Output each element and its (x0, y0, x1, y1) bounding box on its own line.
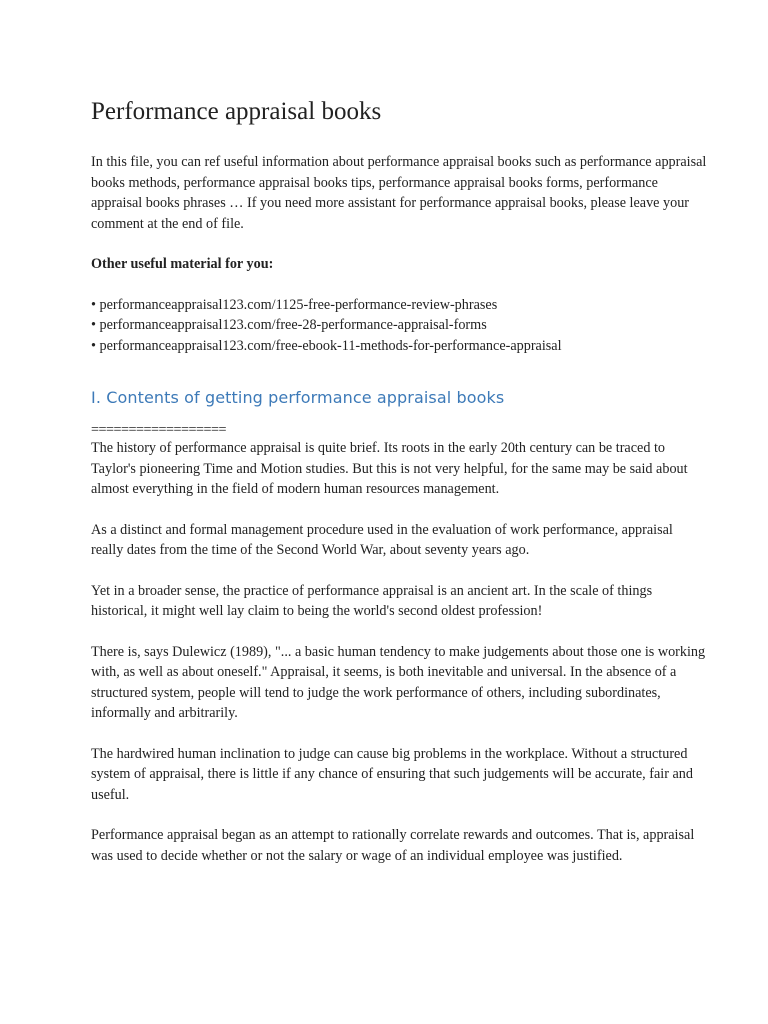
material-link[interactable]: • performanceappraisal123.com/1125-free-performance-review-phrases (91, 295, 708, 316)
section-heading: I. Contents of getting performance appraisal books (91, 388, 505, 407)
body-paragraph: The history of performance appraisal is quite brief. Its roots in the early 20th century can be traced to Taylor's pioneering Time and Motion studies. But this is not very helpful, for the same may be said about almost everything in the field of modern human resources management. (91, 440, 688, 497)
intro-paragraph: In this file, you can ref useful information about performance appraisal books such as performance appraisal books methods, performance appraisal books tips, performance appraisal books forms, performance appraisal books phrases … If you need more assistant for performance appraisal books, please leave your comment at the end of file. (91, 154, 707, 232)
material-link[interactable]: • performanceappraisal123.com/free-ebook-11-methods-for-performance-appraisal (91, 336, 708, 357)
body-paragraph: Performance appraisal began as an attempt to rationally correlate rewards and outcomes. That is, appraisal was used to decide whether or not the salary or wage of an individual employee was justified. (91, 827, 695, 864)
body-paragraph: The hardwired human inclination to judge can cause big problems in the workplace. Without a structured system of appraisal, there is little if any chance of ensuring that such judgements will be accurate, fair and useful. (91, 745, 693, 803)
material-link-list (91, 295, 708, 357)
body-paragraph: Yet in a broader sense, the practice of performance appraisal is an ancient art. In the scale of things historical, it might well lay claim to being the world's second oldest profession! (91, 582, 653, 619)
material-link[interactable]: • performanceappraisal123.com/free-28-performance-appraisal-forms (91, 315, 708, 336)
document-title: Performance appraisal books (91, 98, 382, 125)
body-paragraph: As a distinct and formal management procedure used in the evaluation of work performance, appraisal really dates from the time of the Second World War, about seventy years ago. (91, 521, 673, 558)
text-divider: ================== (91, 422, 227, 438)
body-paragraph: There is, says Dulewicz (1989), "... a basic human tendency to make judgements about those one is working with, as well as about oneself." Appraisal, it seems, is both inevitable and universal. In the absence of a structured system, people will tend to judge the work performance of others, including subordinates, informally and arbitrarily. (91, 643, 706, 721)
material-heading: Other useful material for you: (91, 256, 274, 272)
